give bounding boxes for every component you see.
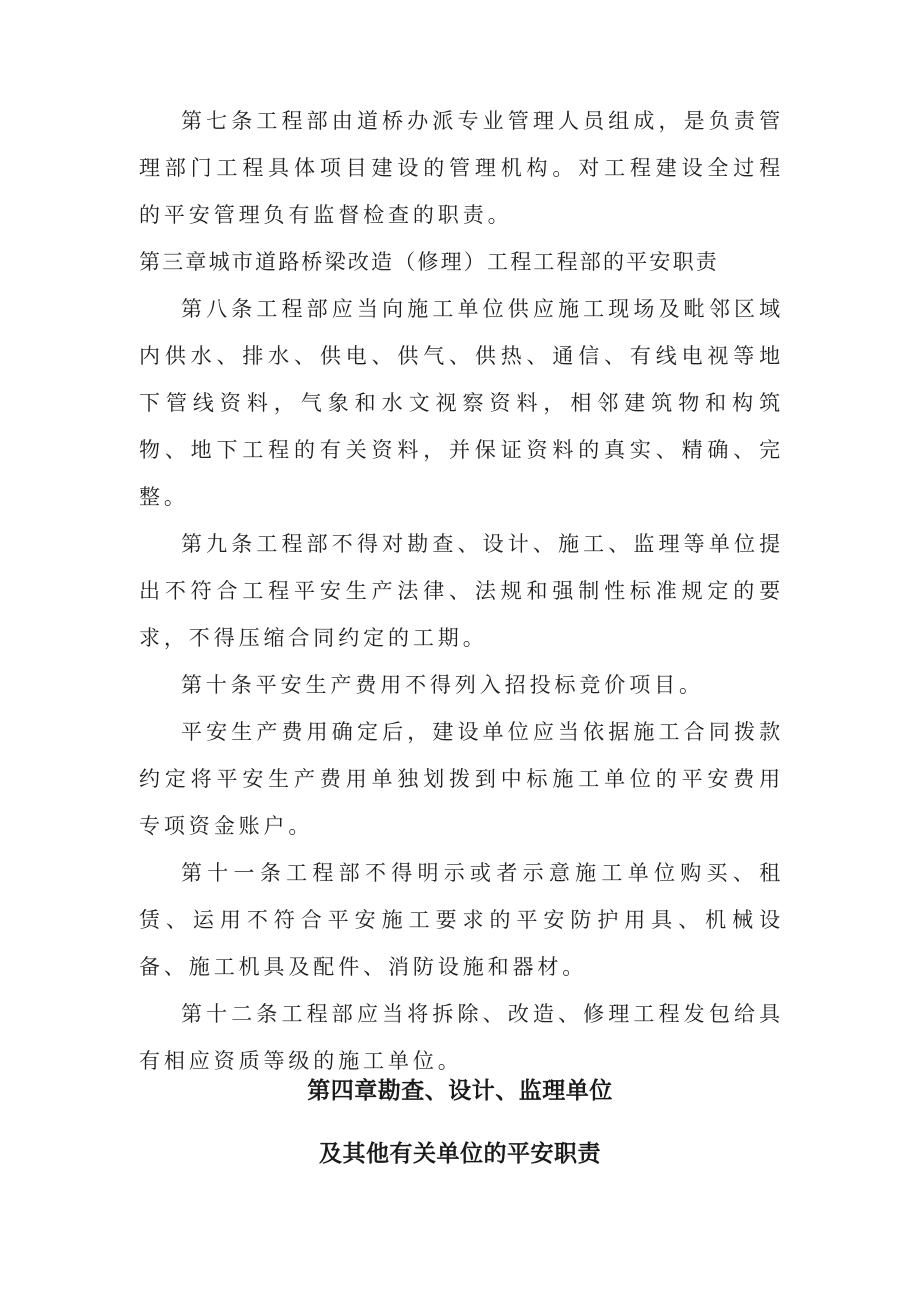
safety-fee-paragraph: 平安生产费用确定后，建设单位应当依据施工合同拨款约定将平安生产费用单独划拨到中标施工单位的平安费用专项资金账户。 <box>139 720 784 838</box>
article-9-paragraph: 第九条工程部不得对勘查、设计、施工、监理等单位提出不符合工程平安生产法律、法规和强制性标准规定的要求，不得压缩合同约定的工期。 <box>139 532 784 650</box>
article-8-paragraph: 第八条工程部应当向施工单位供应施工现场及毗邻区域内供水、排水、供电、供气、供热、通信、有线电视等地下管线资料，气象和水文视察资料，相邻建筑物和构筑物、地下工程的有关资料，并保证资料的真实、精确、完整。 <box>139 297 784 509</box>
document-body <box>139 98 784 1085</box>
chapter-3-heading: 第三章城市道路桥梁改造（修理）工程工程部的平安职责 <box>139 250 719 274</box>
chapter-4-heading-line-2: 及其他有关单位的平安职责 <box>319 1141 601 1167</box>
chapter-4-heading-line-1: 第四章勘查、设计、监理单位 <box>307 1078 613 1104</box>
article-11-paragraph: 第十一条工程部不得明示或者示意施工单位购买、租赁、运用不符合平安施工要求的平安防护用具、机械设备、施工机具及配件、消防设施和器材。 <box>139 861 784 979</box>
article-7-paragraph: 第七条工程部由道桥办派专业管理人员组成，是负责管理部门工程具体项目建设的管理机构。对工程建设全过程的平安管理负有监督检查的职责。 <box>139 109 784 227</box>
article-12-paragraph: 第十二条工程部应当将拆除、改造、修理工程发包给具有相应资质等级的施工单位。 <box>139 1002 784 1073</box>
article-10-paragraph: 第十条平安生产费用不得列入招投标竞价项目。 <box>181 673 704 697</box>
